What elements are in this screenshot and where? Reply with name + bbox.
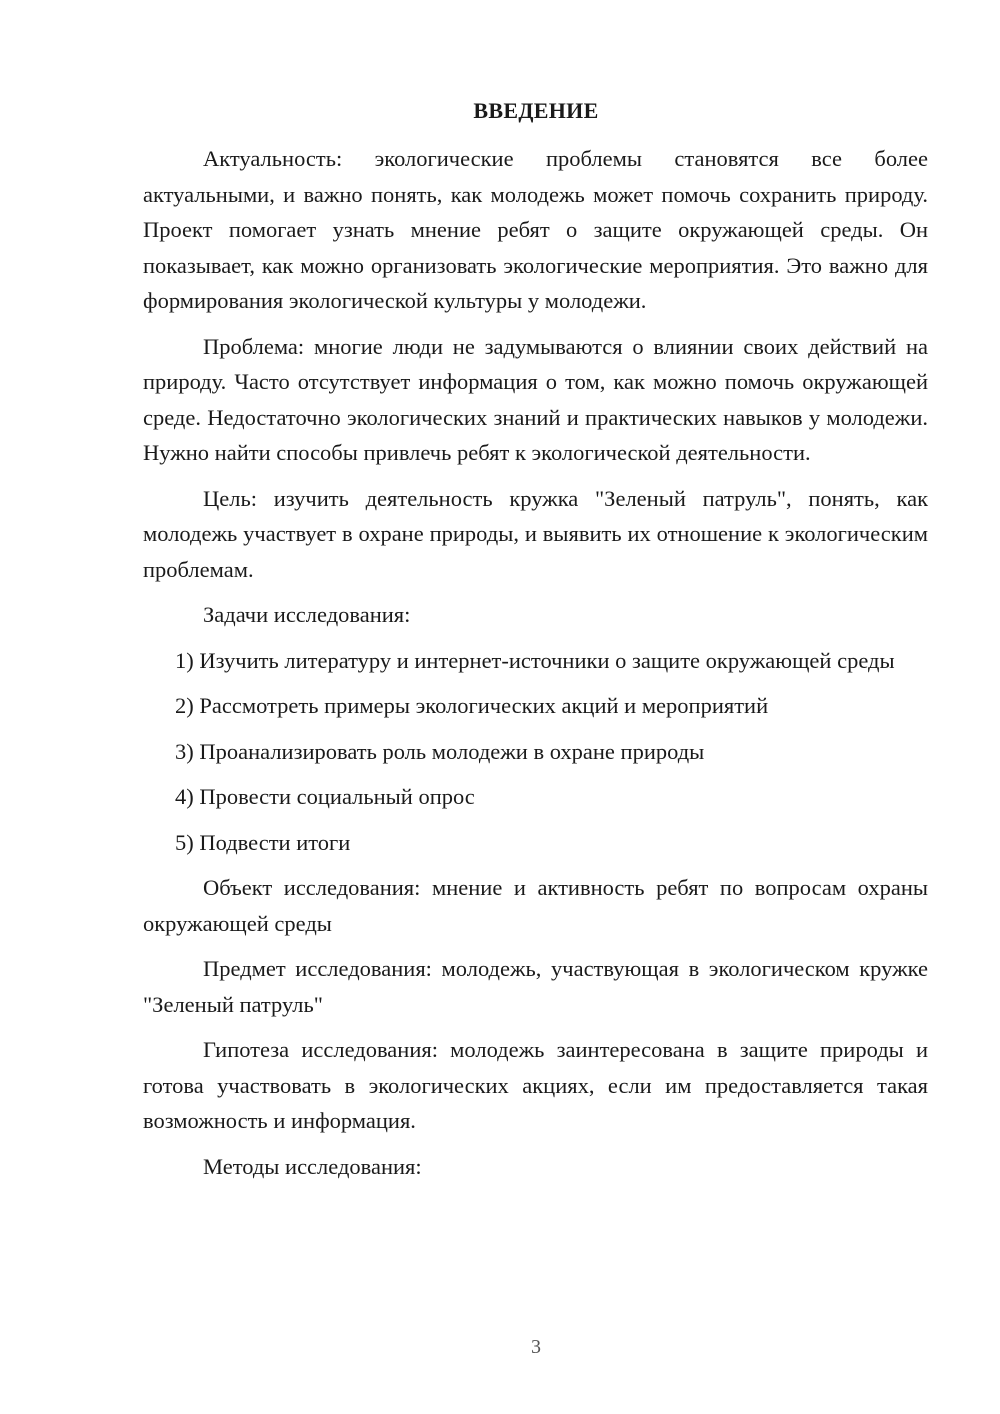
task-item-2: 2) Рассмотреть примеры экологических акций и мероприятий xyxy=(175,693,769,718)
body-text xyxy=(143,141,928,1194)
paragraph-subject: Предмет исследования: молодежь, участвующая в экологическом кружке "Зеленый патруль" xyxy=(143,956,928,1017)
tasks-heading: Задачи исследования: xyxy=(203,602,411,627)
page-number: 3 xyxy=(531,1336,541,1358)
task-item-1: 1) Изучить литературу и интернет-источники о защите окружающей среды xyxy=(175,647,895,673)
task-item-5: 5) Подвести итоги xyxy=(175,829,351,855)
methods-heading: Методы исследования: xyxy=(203,1153,422,1179)
section-title: ВВЕДЕНИЕ xyxy=(473,98,599,123)
paragraph-hypothesis: Гипотеза исследования: молодежь заинтересована в защите природы и готова участвовать в экологических акциях, если им предоставляется такая возможность и информация. xyxy=(143,1037,928,1133)
task-item-3: 3) Проанализировать роль молодежи в охране природы xyxy=(175,738,705,764)
paragraph-goal: Цель: изучить деятельность кружка "Зеленый патруль", понять, как молодежь участвует в охране природы, и выявить их отношение к экологическим проблемам. xyxy=(143,485,928,582)
task-item-4: 4) Провести социальный опрос xyxy=(175,784,475,809)
paragraph-problem: Проблема: многие люди не задумываются о влиянии своих действий на природу. Часто отсутствует информация о том, как можно помочь окружающей среде. Недостаточно экологических знаний и практических навыков у молодежи. Нужно найти способы привлечь ребят к экологической деятельности. xyxy=(143,333,928,465)
paragraph-object: Объект исследования: мнение и активность ребят по вопросам охраны окружающей среды xyxy=(143,875,928,936)
paragraph-relevance: Актуальность: экологические проблемы становятся все более актуальными, и важно понять, как молодежь может помочь сохранить природу. Проект помогает узнать мнение ребят о защите окружающей среды. Он показывает, как можно организовать экологические мероприятия. Это важно для формирования экологической культуры у молодежи. xyxy=(143,146,928,313)
